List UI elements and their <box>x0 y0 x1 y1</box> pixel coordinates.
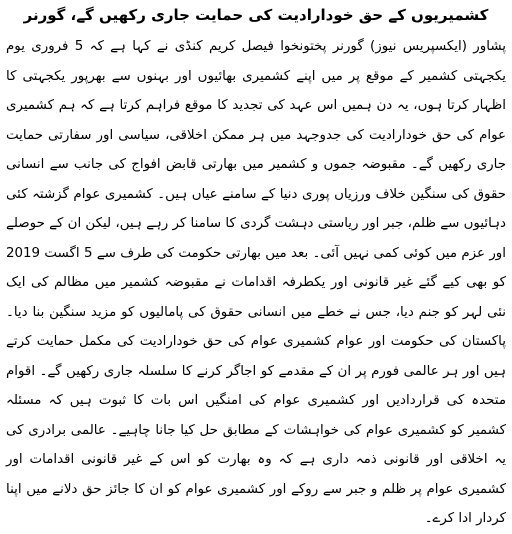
article-headline: کشمیریوں کے حق خودارادیت کی حمایت جاری رکھیں گے، گورنر <box>23 6 489 24</box>
article-body: پشاور (ایکسپریس نیوز) گورنر پختونخوا فیصل کریم کنڈی نے کہا ہے کہ 5 فروری یوم یکجہتی کشمیر کے موقع پر میں اپنے کشمیری بھائیوں اور بہنوں سے بھرپور یکجہتی کا اظہار کرتا ہوں، یہ دن ہمیں اس عہد کی تجدید کا موقع فراہم کرتا ہے کہ ہم کشمیری عوام کی حق خودارادیت کی جدوجہد میں ہر ممکن اخلاقی، سیاسی اور سفارتی حمایت جاری رکھیں گے۔ مقبوضہ جموں و کشمیر میں بھارتی قابض افواج کی جانب سے انسانی حقوق کی سنگین خلاف ورزیاں پوری دنیا کے سامنے عیاں ہیں۔ کشمیری عوام گزشتہ کئی دہائیوں سے ظلم، جبر اور ریاستی دہشت گردی کا سامنا کر رہے ہیں، لیکن ان کے حوصلے اور عزم میں کوئی کمی نہیں آئی۔ بعد میں بھارتی حکومت کی طرف سے 5 اگست 2019 کو بھی کیے گئے غیر قانونی اور یکطرفہ اقدامات نے مقبوضہ کشمیر میں مظالم کی ایک نئی لہر کو جنم دیا، جس نے خطے میں انسانی حقوق کی پامالیوں کو مزید سنگین بنا دیا۔ پاکستان کی حکومت اور عوام کشمیری عوام کی حق خودارادیت کی مکمل حمایت کرتے ہیں اور ہر عالمی فورم پر ان کے مقدمے کو اجاگر کرنے کا سلسلہ جاری رکھیں گے۔ اقوام متحدہ کی قراردادیں اور کشمیری عوام کی امنگیں اس بات کا ثبوت ہیں کہ مسئلہ کشمیر کو کشمیری عوام کی خواہشات کے مطابق حل کیا جانا چاہیے۔ عالمی برادری کی یہ اخلاقی اور قانونی ذمہ داری ہے کہ وہ بھارت کو اس کے غیر قانونی اقدامات اور کشمیری عوام پر ظلم و جبر سے روکے اور کشمیری عوام کو ان کا جائز حق دلانے میں اپنا کردار ادا کرے۔ <box>6 39 506 526</box>
